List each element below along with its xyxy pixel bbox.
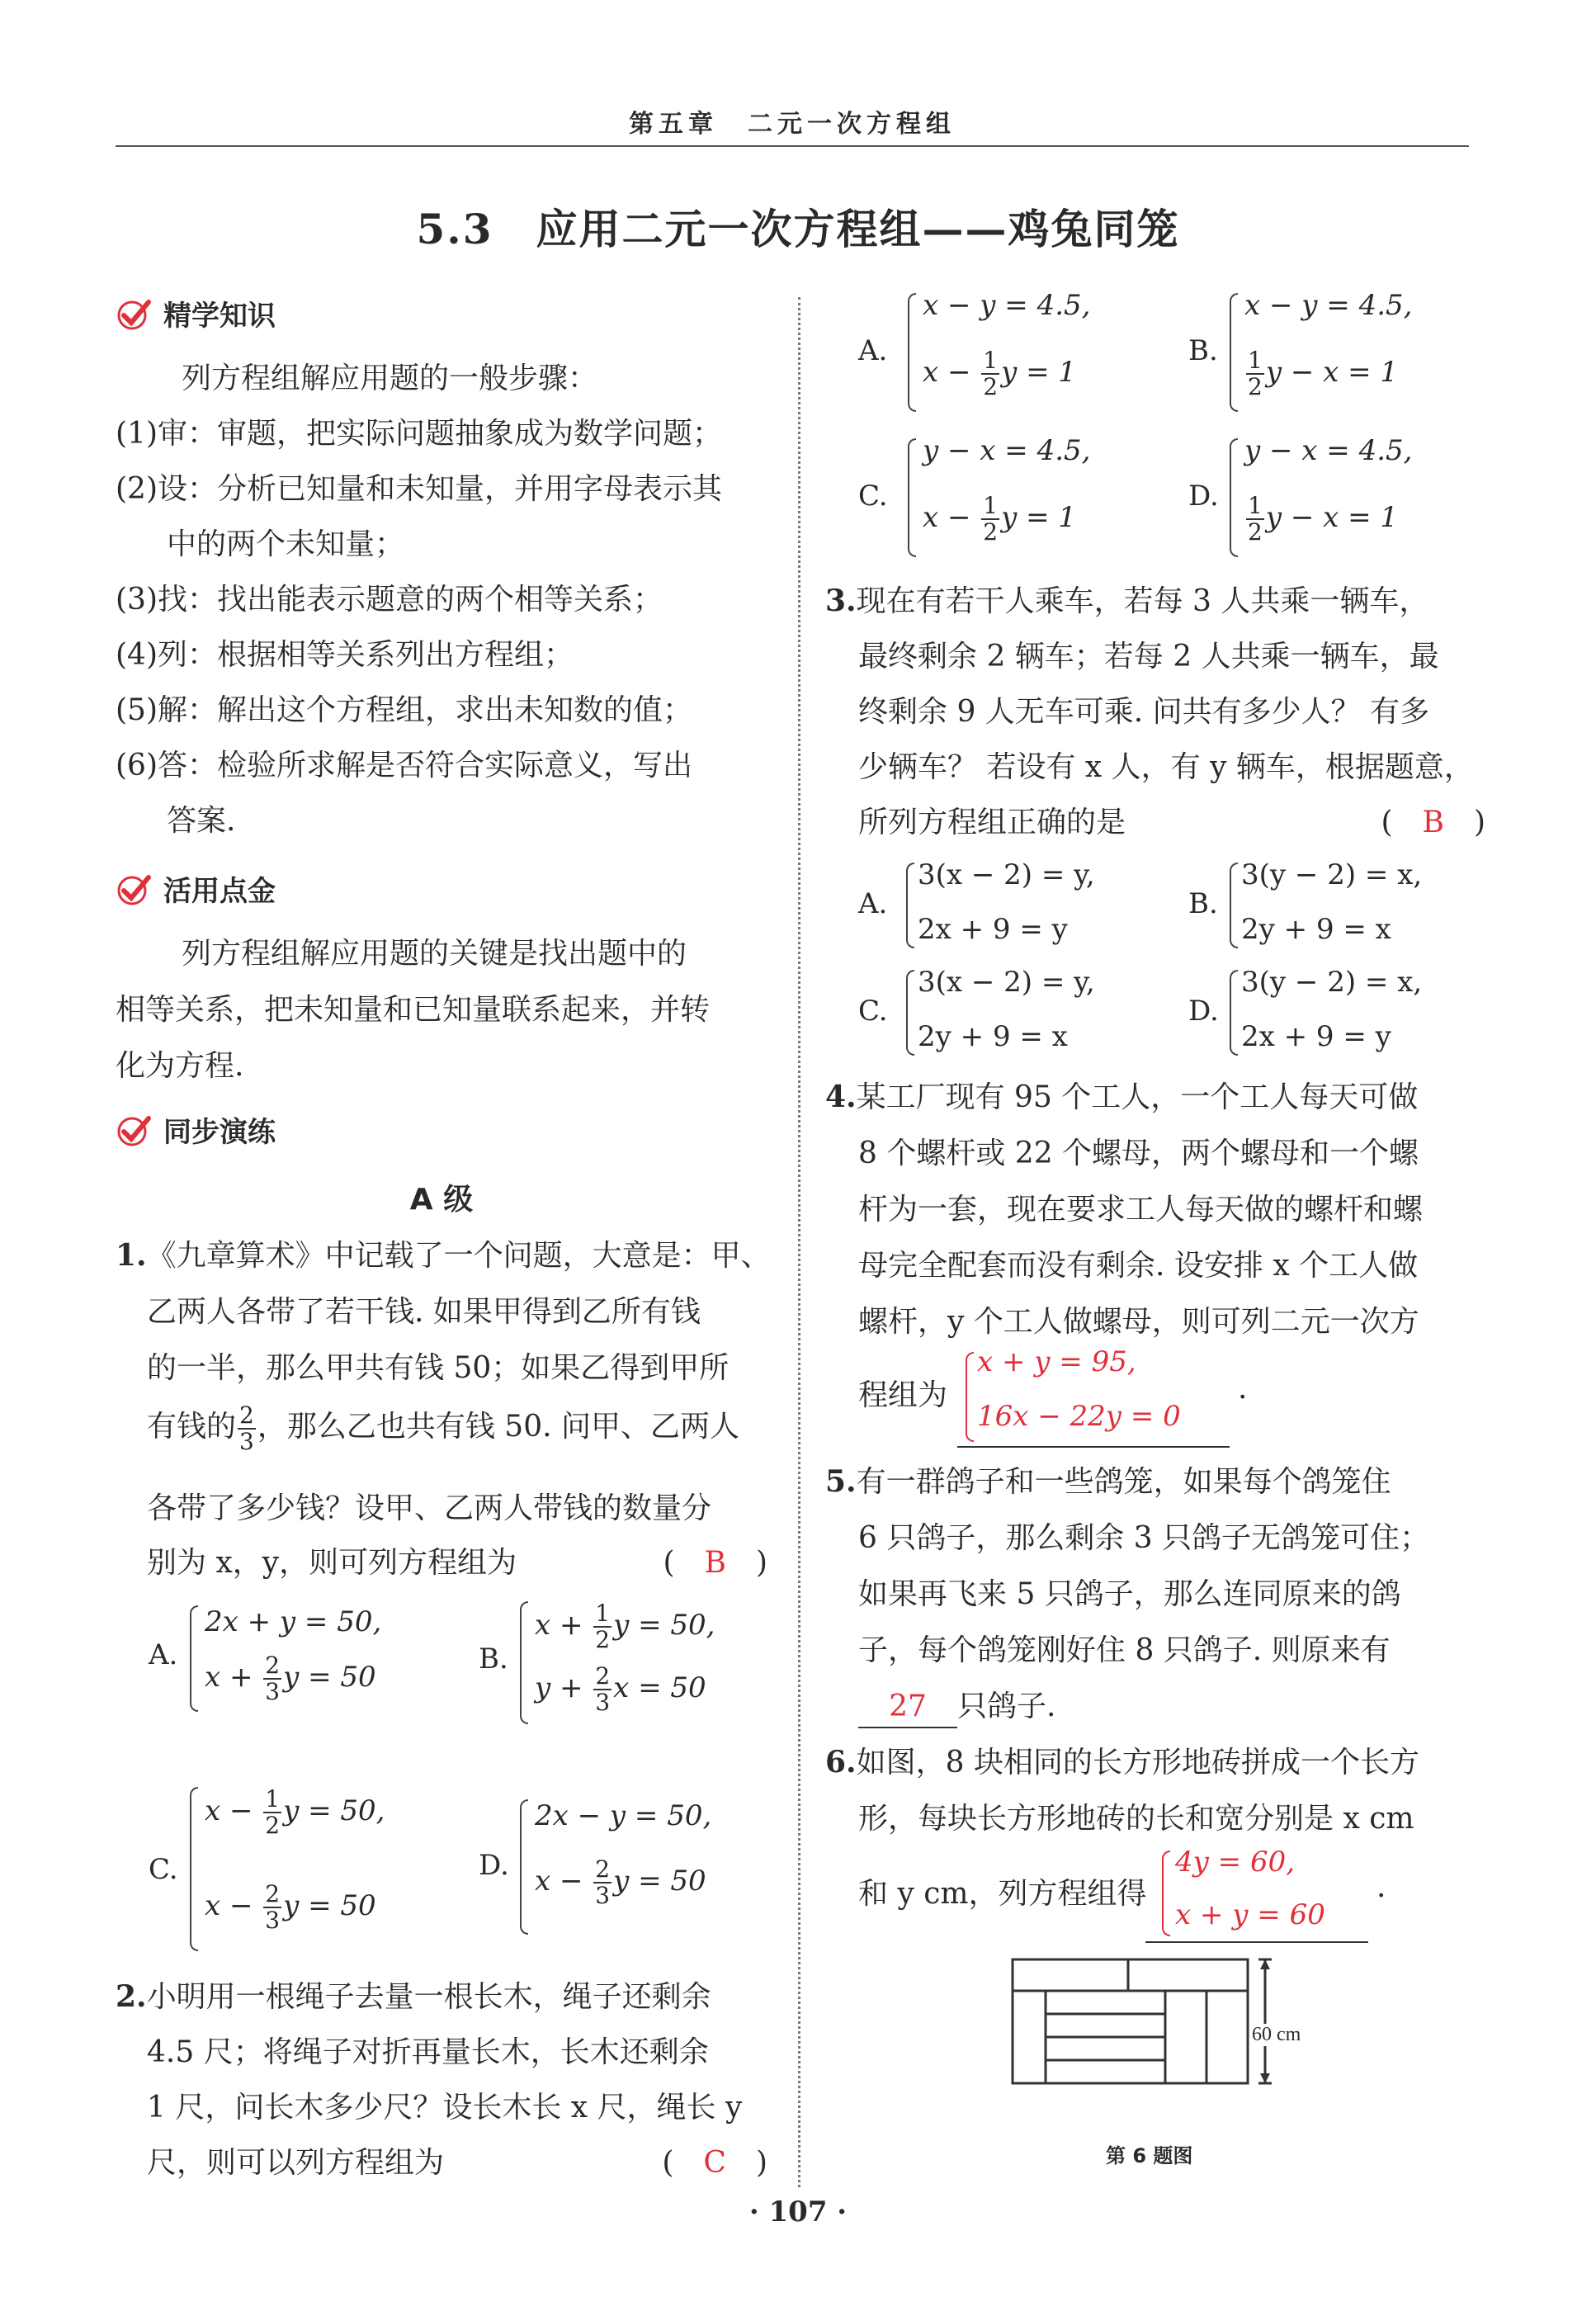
equation: 3(y − 2) = x, xyxy=(1241,966,1423,999)
q1-line xyxy=(147,1403,739,1454)
option-d xyxy=(1188,966,1485,1056)
option-d xyxy=(479,1799,767,1940)
step-line: 中的两个未知量； xyxy=(167,527,405,561)
brace xyxy=(1230,863,1238,948)
q6-text: 如图，8 块相同的长方形地砖拼成一个长方 xyxy=(856,1746,1419,1780)
eq-part: y = 1 xyxy=(1001,356,1077,389)
option-label: D. xyxy=(479,1849,509,1882)
brace xyxy=(966,1352,974,1442)
q4-answer-blank xyxy=(957,1345,1238,1449)
equation xyxy=(205,1882,376,1933)
option-b xyxy=(479,1601,767,1725)
option-label: C. xyxy=(858,995,888,1028)
equation xyxy=(535,1857,706,1908)
eq-part: x = 50 xyxy=(613,1671,706,1704)
fraction xyxy=(593,1664,611,1715)
page-number: · 107 · xyxy=(748,2195,848,2229)
equation: 2x + 9 = y xyxy=(918,913,1068,946)
numerator: 2 xyxy=(265,1880,281,1907)
option-d xyxy=(1188,434,1485,558)
denominator: 3 xyxy=(265,1678,281,1705)
numerator: 1 xyxy=(265,1785,281,1813)
brace xyxy=(1230,438,1238,557)
option-label: A. xyxy=(858,334,888,367)
equation xyxy=(205,1653,376,1704)
question-number: 2. xyxy=(116,1979,147,2014)
brace xyxy=(190,1787,198,1951)
answer-underline xyxy=(1145,1941,1368,1943)
step-line: (4)列：根据相等关系列出方程组； xyxy=(116,638,574,672)
fraction xyxy=(1246,348,1264,399)
eq-part: x − xyxy=(923,356,980,389)
brace xyxy=(906,970,914,1056)
arrow-head xyxy=(1260,1959,1270,1969)
q4-suffix: . xyxy=(1238,1372,1248,1406)
q4-line: 螺杆，y 个工人做螺母，则可列二元一次方 xyxy=(858,1305,1419,1339)
option-label: B. xyxy=(1188,334,1218,367)
fraction xyxy=(981,348,999,399)
q1-text: 《九章算术》中记载了一个问题，大意是：甲、 xyxy=(146,1239,771,1273)
numerator: 2 xyxy=(595,1855,611,1883)
eq-part: x − xyxy=(205,1889,262,1922)
answer-equation: x + y = 95, xyxy=(977,1345,1136,1378)
equation xyxy=(205,1787,385,1838)
q6-line xyxy=(825,1735,1419,1790)
check-icon xyxy=(116,871,152,907)
numerator: 2 xyxy=(265,1652,281,1679)
step-line: (1)审：审题，把实际问题抽象成为数学问题； xyxy=(116,417,722,451)
q6-prefix: 和 y cm，列方程组得 xyxy=(858,1877,1147,1911)
fraction xyxy=(238,1403,256,1454)
q1-line: 乙两人各带了若干钱. 如果甲得到乙所有钱 xyxy=(147,1295,701,1329)
section-title: 5.3 应用二元一次方程组——鸡兔同笼 xyxy=(416,205,1180,253)
fraction xyxy=(593,1857,611,1908)
question-number: 6. xyxy=(825,1745,857,1780)
option-b xyxy=(1188,289,1485,413)
option-c xyxy=(149,1787,437,1952)
denominator: 2 xyxy=(983,518,999,546)
figure-caption: 第 6 题图 xyxy=(1106,2144,1193,2167)
tips-heading xyxy=(116,868,276,909)
tips-line: 相等关系，把未知量和已知量联系起来，并转 xyxy=(116,993,711,1027)
tile-figure xyxy=(1003,1950,1275,2123)
q4-text: 某工厂现有 95 个工人，一个工人每天可做 xyxy=(856,1080,1419,1114)
eq-part: y = 50 xyxy=(283,1889,376,1922)
q5-text: 有一群鸽子和一些鸽笼，如果每个鸽笼住 xyxy=(856,1465,1391,1499)
brace xyxy=(520,1601,528,1724)
column-divider xyxy=(798,297,800,2187)
option-label: A. xyxy=(149,1638,178,1671)
brace xyxy=(520,1799,528,1935)
q5-line xyxy=(825,1454,1391,1510)
q4-line: 8 个螺杆或 22 个螺母，两个螺母和一个螺 xyxy=(858,1137,1419,1170)
outer-rectangle xyxy=(1013,1959,1248,2083)
numerator: 1 xyxy=(983,492,999,519)
dimension-label: 60 cm xyxy=(1252,2024,1301,2045)
q2-line: 尺，则可以列方程组为 xyxy=(147,2146,445,2180)
q1-text: ，那么乙也共有钱 50. 问甲、乙两人 xyxy=(257,1410,739,1444)
q6-suffix: . xyxy=(1376,1870,1386,1904)
equation xyxy=(923,494,1076,545)
q5-answer-line xyxy=(858,1679,1055,1734)
answer-bracket: ( C ) xyxy=(662,2146,767,2180)
answer-bracket: ( B ) xyxy=(663,1546,767,1580)
option-label: B. xyxy=(1188,887,1218,920)
eq-part: y − x = 1 xyxy=(1265,356,1399,389)
equation xyxy=(535,1664,706,1715)
header-rule xyxy=(116,145,1469,147)
knowledge-heading-text: 精学知识 xyxy=(163,300,276,333)
eq-part: y − x = 1 xyxy=(1265,501,1399,534)
answer-choice: B xyxy=(704,1546,726,1580)
option-label: C. xyxy=(858,480,888,513)
level-label: A 级 xyxy=(409,1183,474,1217)
numerator: 1 xyxy=(1248,492,1263,519)
denominator: 3 xyxy=(595,1882,611,1909)
equation: 2x + 9 = y xyxy=(1241,1020,1391,1053)
tips-line: 化为方程. xyxy=(116,1049,244,1083)
running-header: 第五章 二元一次方程组 xyxy=(629,110,956,139)
equation: 2x − y = 50, xyxy=(535,1799,712,1832)
step-line: (5)解：解出这个方程组，求出未知数的值； xyxy=(116,693,692,727)
equation xyxy=(1244,348,1398,399)
q3-line xyxy=(825,574,1428,629)
equation: 3(y − 2) = x, xyxy=(1241,858,1423,891)
check-icon xyxy=(116,295,152,332)
equation: x − y = 4.5, xyxy=(1244,289,1413,322)
numerator: 1 xyxy=(595,1600,611,1627)
answer-equation: x + y = 60 xyxy=(1175,1898,1325,1931)
equation: y − x = 4.5, xyxy=(923,434,1091,467)
q2-line: 1 尺，问长木多少尺？设长木长 x 尺，绳长 y xyxy=(147,2091,743,2125)
eq-part: x + xyxy=(535,1609,593,1642)
fraction xyxy=(1246,494,1264,545)
numerator: 1 xyxy=(983,347,999,374)
equation: x − y = 4.5, xyxy=(923,289,1091,322)
q5-line: 6 只鸽子，那么剩余 3 只鸽子无鸽笼可住； xyxy=(858,1521,1430,1555)
eq-part: x − xyxy=(923,501,980,534)
option-b xyxy=(1188,858,1485,949)
brace xyxy=(908,438,916,557)
q4-prefix: 程组为 xyxy=(858,1378,948,1412)
option-a xyxy=(149,1605,437,1713)
q5-text: 只鸽子. xyxy=(957,1690,1056,1723)
equation xyxy=(1244,494,1398,545)
q6-answer-blank xyxy=(1145,1846,1376,1943)
step-line: (3)找：找出能表示题意的两个相等关系； xyxy=(116,583,663,617)
answer-equation: 16x − 22y = 0 xyxy=(977,1400,1181,1433)
eq-part: x − xyxy=(205,1794,262,1827)
step-line: (6)答：检验所求解是否符合实际意义，写出 xyxy=(116,749,692,782)
denominator: 2 xyxy=(1248,373,1263,400)
tips-line: 列方程组解应用题的关键是找出题中的 xyxy=(182,937,687,971)
question-number: 3. xyxy=(825,584,857,618)
q3-line: 少辆车？ 若设有 x 人，有 y 辆车，根据题意， xyxy=(858,750,1474,784)
numerator: 2 xyxy=(239,1401,254,1429)
q1-line: 别为 x，y，则可列方程组为 xyxy=(147,1546,517,1580)
equation xyxy=(923,348,1076,399)
q2-text: 小明用一根绳子去量一根长木，绳子还剩余 xyxy=(146,1980,711,2014)
equation xyxy=(535,1601,715,1652)
eq-part: y = 1 xyxy=(1001,501,1077,534)
arrow-head xyxy=(1260,2073,1270,2083)
answer-underline xyxy=(957,1446,1230,1448)
brace xyxy=(906,863,914,948)
practice-heading xyxy=(116,1109,276,1150)
option-c xyxy=(858,434,1172,558)
eq-part: y = 50, xyxy=(283,1794,385,1827)
q1-line xyxy=(116,1228,771,1283)
equation: 3(x − 2) = y, xyxy=(918,966,1095,999)
denominator: 2 xyxy=(983,373,999,400)
q1-line: 的一半，那么甲共有钱 50；如果乙得到甲所 xyxy=(147,1351,730,1385)
knowledge-intro: 列方程组解应用题的一般步骤： xyxy=(182,362,598,395)
denominator: 3 xyxy=(239,1428,254,1455)
equation: 2y + 9 = x xyxy=(1241,913,1391,946)
practice-heading-text: 同步演练 xyxy=(163,1116,276,1149)
equation: 2x + y = 50, xyxy=(205,1605,382,1638)
answer-choice: C xyxy=(703,2146,726,2180)
eq-part: y = 50 xyxy=(283,1661,376,1694)
q3-text: 现在有若干人乘车，若每 3 人共乘一辆车， xyxy=(856,584,1429,618)
brace xyxy=(190,1605,198,1712)
q4-line: 母完全配套而没有剩余. 设安排 x 个工人做 xyxy=(858,1249,1419,1283)
option-label: C. xyxy=(149,1853,178,1886)
answer-equation: 4y = 60, xyxy=(1175,1846,1296,1879)
equation: 2y + 9 = x xyxy=(918,1020,1068,1053)
option-label: B. xyxy=(479,1642,508,1676)
q1-line: 各带了多少钱？设甲、乙两人带钱的数量分 xyxy=(147,1491,712,1525)
brace xyxy=(1162,1850,1170,1936)
q4-line xyxy=(825,1070,1418,1125)
fraction xyxy=(263,1882,281,1933)
brace xyxy=(908,293,916,412)
answer-bracket: ( B ) xyxy=(1381,806,1485,839)
q2-line: 4.5 尺；将绳子对折再量长木，长木还剩余 xyxy=(147,2035,709,2069)
eq-part: y = 50, xyxy=(613,1609,715,1642)
tips-heading-text: 活用点金 xyxy=(163,875,276,908)
denominator: 2 xyxy=(265,1812,281,1839)
eq-part: x − xyxy=(535,1865,593,1898)
step-line: (2)设：分析已知量和未知量，并用字母表示其 xyxy=(116,472,722,506)
q3-line: 终剩余 9 人无车可乘. 问共有多少人？ 有多 xyxy=(858,695,1430,729)
brace xyxy=(1230,293,1238,412)
numerator: 1 xyxy=(1248,347,1263,374)
option-a xyxy=(858,858,1172,949)
q5-line: 子，每个鸽笼刚好住 8 只鸽子. 则原来有 xyxy=(858,1633,1391,1667)
q6-line: 形，每块长方形地砖的长和宽分别是 x cm xyxy=(858,1802,1414,1836)
denominator: 3 xyxy=(595,1689,611,1716)
fraction xyxy=(981,494,999,545)
fraction xyxy=(263,1787,281,1838)
question-number: 4. xyxy=(825,1080,857,1114)
q3-line: 最终剩余 2 辆车；若每 2 人共乘一辆车，最 xyxy=(858,640,1439,674)
answer-blank: 27 xyxy=(858,1687,957,1728)
knowledge-heading xyxy=(116,293,276,333)
q2-line xyxy=(116,1969,711,2025)
option-label: D. xyxy=(1188,480,1219,513)
eq-part: y = 50 xyxy=(613,1865,706,1898)
option-c xyxy=(858,966,1172,1056)
equation: 3(x − 2) = y, xyxy=(918,858,1095,891)
option-a xyxy=(858,289,1172,413)
question-number: 1. xyxy=(116,1238,147,1273)
answer-choice: B xyxy=(1422,806,1444,839)
denominator: 2 xyxy=(595,1626,611,1653)
check-icon xyxy=(116,1112,152,1148)
fraction xyxy=(593,1601,611,1652)
step-line: 答案. xyxy=(167,804,236,838)
fraction xyxy=(263,1653,281,1704)
question-number: 5. xyxy=(825,1464,857,1499)
numerator: 2 xyxy=(595,1662,611,1690)
equation: y − x = 4.5, xyxy=(1244,434,1413,467)
q1-text: 有钱的 xyxy=(147,1410,237,1444)
option-label: D. xyxy=(1188,995,1219,1028)
denominator: 3 xyxy=(265,1907,281,1934)
denominator: 2 xyxy=(1248,518,1263,546)
eq-part: y + xyxy=(535,1671,593,1704)
brace xyxy=(1230,970,1238,1056)
q5-line: 如果再飞来 5 只鸽子，那么连同原来的鸽 xyxy=(858,1577,1401,1611)
option-label: A. xyxy=(858,887,888,920)
q4-line: 杆为一套，现在要求工人每天做的螺杆和螺 xyxy=(858,1193,1424,1227)
eq-part: x + xyxy=(205,1661,262,1694)
q3-line: 所列方程组正确的是 xyxy=(858,806,1126,839)
